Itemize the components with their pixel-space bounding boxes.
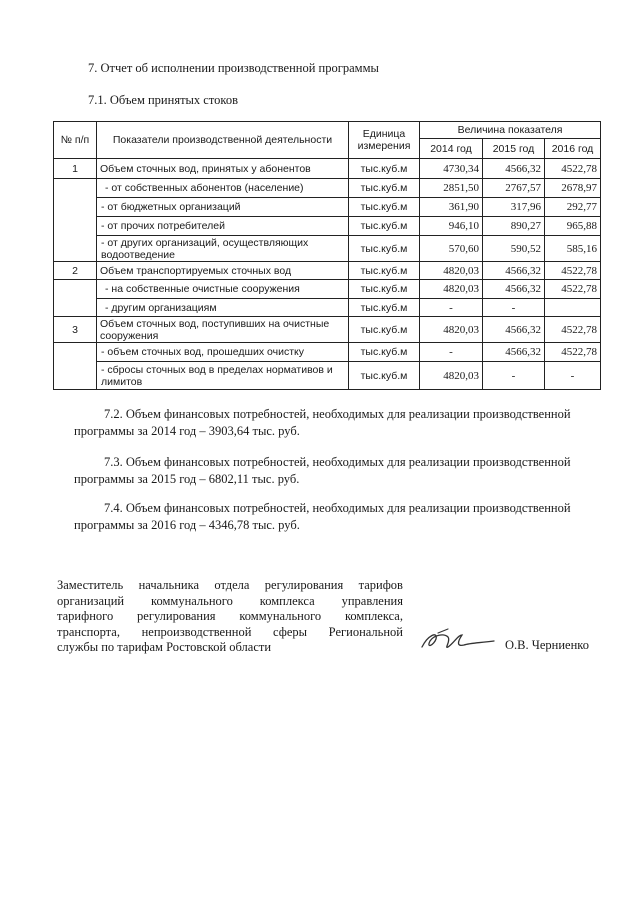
paragraph-line-2: программы за 2014 год – 3903,64 тыс. руб. bbox=[74, 424, 300, 438]
position-word: комплекса bbox=[259, 593, 315, 608]
row-num-empty bbox=[54, 179, 97, 262]
handwritten-signature bbox=[418, 627, 498, 657]
table-row bbox=[54, 236, 601, 262]
row-num-empty bbox=[54, 343, 97, 390]
row-value-2014: 361,90 bbox=[420, 198, 483, 217]
table-row bbox=[54, 280, 601, 299]
row-unit: тыс.куб.м bbox=[349, 317, 420, 343]
row-name: - на собственные очистные сооружения bbox=[97, 280, 349, 299]
row-value-2016: 292,77 bbox=[545, 198, 601, 217]
position-word: непроизводственной bbox=[141, 624, 252, 639]
row-value-2015: 4566,32 bbox=[483, 280, 545, 299]
row-name: - от прочих потребителей bbox=[97, 217, 349, 236]
paragraph-line-2: программы за 2016 год – 4346,78 тыс. руб. bbox=[74, 518, 300, 532]
row-value-2015: 317,96 bbox=[483, 198, 545, 217]
row-value-2015: 4566,32 bbox=[483, 343, 545, 362]
row-value-2014: - bbox=[420, 343, 483, 362]
row-value-2014: 4820,03 bbox=[420, 280, 483, 299]
row-value-2015: 2767,57 bbox=[483, 179, 545, 198]
financial-paragraph-2014 bbox=[74, 406, 599, 440]
row-value-2016: 4522,78 bbox=[545, 343, 601, 362]
position-word: Заместитель bbox=[57, 578, 124, 592]
position-word: коммунального bbox=[239, 609, 322, 623]
row-value-2014: 4820,03 bbox=[420, 262, 483, 280]
row-value-2014: 4820,03 bbox=[420, 317, 483, 343]
row-value-2015: - bbox=[483, 362, 545, 390]
row-value-2015: 590,52 bbox=[483, 236, 545, 262]
signatory-name: О.В. Черниенко bbox=[505, 638, 589, 652]
position-word: Региональной bbox=[328, 624, 403, 639]
position-word: управления bbox=[341, 593, 403, 608]
position-word: регулирования bbox=[137, 609, 216, 623]
row-value-2016 bbox=[545, 299, 601, 317]
header-unit bbox=[349, 122, 420, 159]
row-name: - сбросы сточных вод в пределах нормативов и лимитов bbox=[97, 362, 349, 390]
financial-paragraph-2016 bbox=[74, 500, 599, 534]
subsection-title: 7.1. Объем принятых стоков bbox=[88, 93, 238, 107]
position-word: сферы bbox=[273, 624, 308, 639]
position-line bbox=[57, 594, 403, 610]
row-unit: тыс.куб.м bbox=[349, 280, 420, 299]
position-word: службы по тарифам Ростовской области bbox=[57, 640, 272, 654]
row-unit: тыс.куб.м bbox=[349, 262, 420, 280]
row-name: - от других организаций, осуществляющих водоотведение bbox=[97, 236, 349, 262]
row-value-2015: 4566,32 bbox=[483, 317, 545, 343]
row-unit: тыс.куб.м bbox=[349, 343, 420, 362]
row-num: 1 bbox=[54, 159, 97, 179]
position-word: организаций bbox=[57, 593, 125, 608]
row-num-empty bbox=[54, 280, 97, 317]
row-name: - другим организациям bbox=[97, 299, 349, 317]
position-line bbox=[57, 578, 403, 594]
row-name: Объем транспортируемых сточных вод bbox=[97, 262, 349, 280]
row-unit: тыс.куб.м bbox=[349, 179, 420, 198]
row-unit: тыс.куб.м bbox=[349, 362, 420, 390]
header-name: Показатели производственной деятельности bbox=[97, 122, 349, 159]
row-value-2015: 4566,32 bbox=[483, 159, 545, 179]
row-value-2014: 4820,03 bbox=[420, 362, 483, 390]
paragraph-line-2: программы за 2015 год – 6802,11 тыс. руб. bbox=[74, 472, 300, 486]
position-line bbox=[57, 609, 403, 625]
table-row bbox=[54, 179, 601, 198]
row-unit: тыс.куб.м bbox=[349, 217, 420, 236]
row-unit: тыс.куб.м bbox=[349, 198, 420, 217]
row-value-2014: 946,10 bbox=[420, 217, 483, 236]
section-title: 7. Отчет об исполнении производственной программы bbox=[88, 61, 379, 75]
row-value-2016: 4522,78 bbox=[545, 159, 601, 179]
table-row bbox=[54, 299, 601, 317]
row-name: - объем сточных вод, прошедших очистку bbox=[97, 343, 349, 362]
row-value-2016: 965,88 bbox=[545, 217, 601, 236]
signatory-position bbox=[57, 578, 403, 656]
row-name: Объем сточных вод, принятых у абонентов bbox=[97, 159, 349, 179]
row-value-2014: 4730,34 bbox=[420, 159, 483, 179]
paragraph-line-1: 7.3. Объем финансовых потребностей, необходимых для реализации производственной bbox=[104, 455, 571, 469]
row-value-2016: 4522,78 bbox=[545, 280, 601, 299]
row-unit: тыс.куб.м bbox=[349, 236, 420, 262]
table-row bbox=[54, 362, 601, 390]
row-value-2016: - bbox=[545, 362, 601, 390]
row-value-2015: - bbox=[483, 299, 545, 317]
position-word: тарифов bbox=[358, 578, 403, 592]
row-value-2016: 585,16 bbox=[545, 236, 601, 262]
row-unit: тыс.куб.м bbox=[349, 159, 420, 179]
paragraph-line-1: 7.2. Объем финансовых потребностей, необходимых для реализации производственной bbox=[104, 407, 571, 421]
position-word: комплекса, bbox=[344, 609, 403, 623]
row-name: - от бюджетных организаций bbox=[97, 198, 349, 217]
row-value-2015: 4566,32 bbox=[483, 262, 545, 280]
position-word: отдела bbox=[214, 578, 250, 592]
row-value-2016: 2678,97 bbox=[545, 179, 601, 198]
header-num: № п/п bbox=[54, 122, 97, 159]
table-row bbox=[54, 159, 601, 179]
header-year-2016: 2016 год bbox=[545, 139, 601, 159]
row-value-2014: 2851,50 bbox=[420, 179, 483, 198]
row-name: Объем сточных вод, поступивших на очистные сооружения bbox=[97, 317, 349, 343]
position-word: коммунального bbox=[151, 593, 233, 608]
table-row bbox=[54, 198, 601, 217]
financial-paragraph-2015 bbox=[74, 454, 599, 488]
table-row bbox=[54, 317, 601, 343]
row-value-2014: - bbox=[420, 299, 483, 317]
table-row bbox=[54, 343, 601, 362]
row-value-2016: 4522,78 bbox=[545, 317, 601, 343]
header-year-2014: 2014 год bbox=[420, 139, 483, 159]
row-num: 2 bbox=[54, 262, 97, 280]
header-unit-line2: измерения bbox=[357, 140, 411, 152]
row-value-2014: 570,60 bbox=[420, 236, 483, 262]
position-word: начальника bbox=[138, 578, 200, 592]
header-unit-line1: Единица bbox=[362, 128, 406, 140]
position-word: регулирования bbox=[264, 578, 344, 592]
header-year-2015: 2015 год bbox=[483, 139, 545, 159]
table-row bbox=[54, 217, 601, 236]
position-word: тарифного bbox=[57, 609, 114, 623]
position-line bbox=[57, 640, 403, 656]
paragraph-line-1: 7.4. Объем финансовых потребностей, необходимых для реализации производственной bbox=[104, 501, 571, 515]
position-line bbox=[57, 625, 403, 641]
report-table bbox=[53, 121, 601, 390]
row-name: - от собственных абонентов (население) bbox=[97, 179, 349, 198]
row-unit: тыс.куб.м bbox=[349, 299, 420, 317]
header-value-group: Величина показателя bbox=[420, 122, 601, 139]
row-value-2015: 890,27 bbox=[483, 217, 545, 236]
table-row bbox=[54, 262, 601, 280]
row-value-2016: 4522,78 bbox=[545, 262, 601, 280]
position-word: транспорта, bbox=[57, 624, 120, 639]
row-num: 3 bbox=[54, 317, 97, 343]
